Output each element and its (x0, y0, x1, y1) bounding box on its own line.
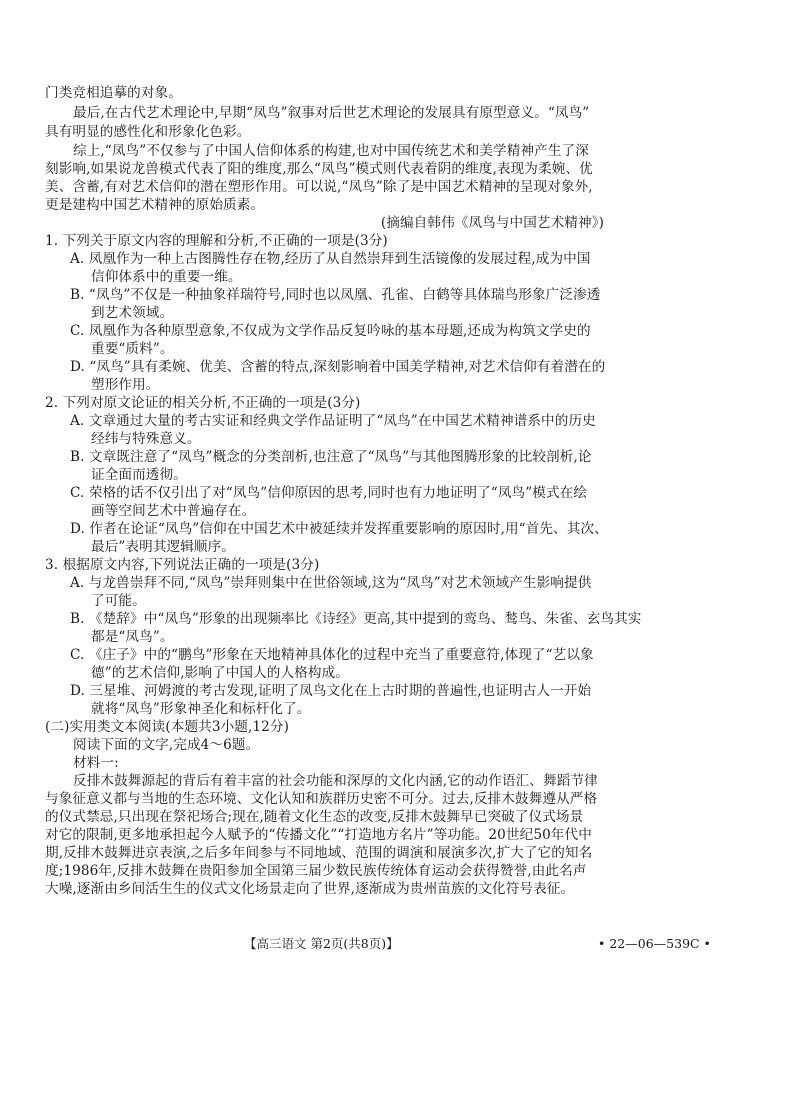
option-line: 最后”表明其逻辑顺序。 (91, 539, 235, 555)
option-line: 重要“质料”。 (91, 341, 174, 357)
option-line: 画等空间艺术中普遍存在。 (91, 503, 256, 519)
paragraph-line: 与象征意义都与当地的生态环境、文化认知和族群历史密不可分。过去,反排木鼓舞遵从严格 (45, 791, 598, 807)
option-line: 了可能。 (91, 593, 146, 609)
question-stem: 3. 根据原文内容,下列说法正确的一项是(3分) (45, 557, 320, 573)
paragraph-line: 最后,在古代艺术理论中,早期“凤鸟”叙事对后世艺术理论的发展具有原型意义。“凤鸟” (73, 105, 590, 121)
section-heading: (二)实用类文本阅读(本题共3小题,12分) (45, 719, 289, 735)
paragraph-line: 的仪式禁忌,只出现在祭祀场合;现在,随着文化生态的改变,反排木鼓舞早已突破了仪式场景 (45, 809, 584, 825)
option-line: B. “凤鸟”不仅是一种抽象祥瑞符号,同时也以凤凰、孔雀、白鹤等具体瑞鸟形象广泛渗透 (70, 287, 601, 303)
page-footer-code: • 22—06—539C • (598, 936, 711, 951)
paragraph-line: 期,反排木鼓舞进京表演,之后多年间参与不同地域、范围的调演和展演多次,扩大了它的知名 (45, 845, 593, 861)
question-stem: 2. 下列对原文论证的相关分析,不正确的一项是(3分) (45, 395, 361, 411)
option-line: D. “凤鸟”具有柔婉、优美、含蓄的特点,深刻影响着中国美学精神,对艺术信仰有着潜在的 (70, 359, 606, 375)
option-line: D. 三星堆、河姆渡的考古发现,证明了凤鸟文化在上古时期的普遍性,也证明古人一开始 (70, 683, 592, 699)
option-line: A. 文章通过大量的考古实证和经典文学作品证明了“凤鸟”在中国艺术精神谱系中的历史 (70, 413, 596, 429)
option-line: D. 作者在论证“凤鸟”信仰在中国艺术中被延续并发挥重要影响的原因时,用“首先、其次、 (70, 521, 608, 537)
paragraph-line: 更是建构中国艺术精神的原始质素。 (45, 197, 265, 213)
option-line: B. 《楚辞》中“凤鸟”形象的出现频率比《诗经》更高,其中提到的鸾鸟、鹙鸟、朱雀、玄鸟其实 (70, 611, 642, 627)
option-line: B. 文章既注意了“凤鸟”概念的分类剖析,也注意了“凤鸟”与其他图腾形象的比较剖析,论 (70, 449, 592, 465)
option-line: C. 凤凰作为各种原型意象,不仅成为文学作品反复吟咏的基本母题,还成为构筑文学史的 (70, 323, 591, 339)
option-line: 信仰体系中的重要一维。 (91, 269, 242, 285)
option-line: 到艺术领域。 (91, 305, 174, 321)
option-line: A. 与龙兽崇拜不同,“凤鸟”崇拜则集中在世俗领域,这为“凤鸟”对艺术领域产生影响提供 (70, 575, 592, 591)
paragraph-line: 刻影响,如果说龙兽模式代表了阳的维度,那么“凤鸟”模式则代表着阴的维度,表现为柔婉、优 (45, 161, 593, 177)
paragraph-line: 门类竞相追摹的对象。 (45, 85, 182, 101)
paragraph-line: 大噪,逐渐由乡间活生生的仪式文化场景走向了世界,逐渐成为贵州苗族的文化符号表征。 (45, 881, 575, 897)
instruction-line: 阅读下面的文字,完成4～6题。 (73, 737, 260, 753)
option-line: 证全面而透彻。 (91, 467, 187, 483)
option-line: 塑形作用。 (91, 377, 160, 393)
question-stem: 1. 下列关于原文内容的理解和分析,不正确的一项是(3分) (45, 233, 388, 249)
option-line: 德”的艺术信仰,影响了中国人的人格构成。 (91, 665, 349, 681)
page-footer-label: 【高三语文 第2页(共8页)】 (244, 936, 399, 951)
paragraph-line: 对它的限制,更多地承担起今人赋予的“传播文化”“打造地方名片”等功能。20世纪50年代中 (45, 827, 592, 843)
paragraph-line: 度;1986年,反排木鼓舞在贵阳参加全国第三届少数民族传统体育运动会获得赞誉,由此名声 (45, 863, 587, 879)
source-citation: (摘编自韩伟《凤鸟与中国艺术精神》) (380, 215, 604, 231)
option-line: 经纬与特殊意义。 (91, 431, 201, 447)
option-line: A. 凤凰作为一种上古图腾性存在物,经历了从自然崇拜到生活镜像的发展过程,成为中国 (70, 251, 591, 267)
option-line: 就将“凤鸟”形象神圣化和标杆化了。 (91, 701, 311, 717)
paragraph-line: 反排木鼓舞源起的背后有着丰富的社会功能和深厚的文化内涵,它的动作语汇、舞蹈节律 (73, 773, 598, 789)
material-label: 材料一: (73, 755, 119, 771)
paragraph-line: 综上,“凤鸟”不仅参与了中国人信仰体系的构建,也对中国传统艺术和美学精神产生了深 (73, 143, 589, 159)
option-line: C. 《庄子》中的“鹏鸟”形象在天地精神具体化的过程中充当了重要意符,体现了“艺以象 (70, 647, 594, 663)
option-line: 都是“凤鸟”。 (91, 629, 174, 645)
paragraph-line: 具有明显的感性化和形象化色彩。 (45, 124, 251, 140)
paragraph-line: 美、含蓄,有对艺术信仰的潜在塑形作用。可以说,“凤鸟”除了是中国艺术精神的呈现对象外, (45, 179, 593, 195)
option-line: C. 荣格的话不仅引出了对“凤鸟”信仰原因的思考,同时也有力地证明了“凤鸟”模式在绘 (70, 485, 588, 501)
